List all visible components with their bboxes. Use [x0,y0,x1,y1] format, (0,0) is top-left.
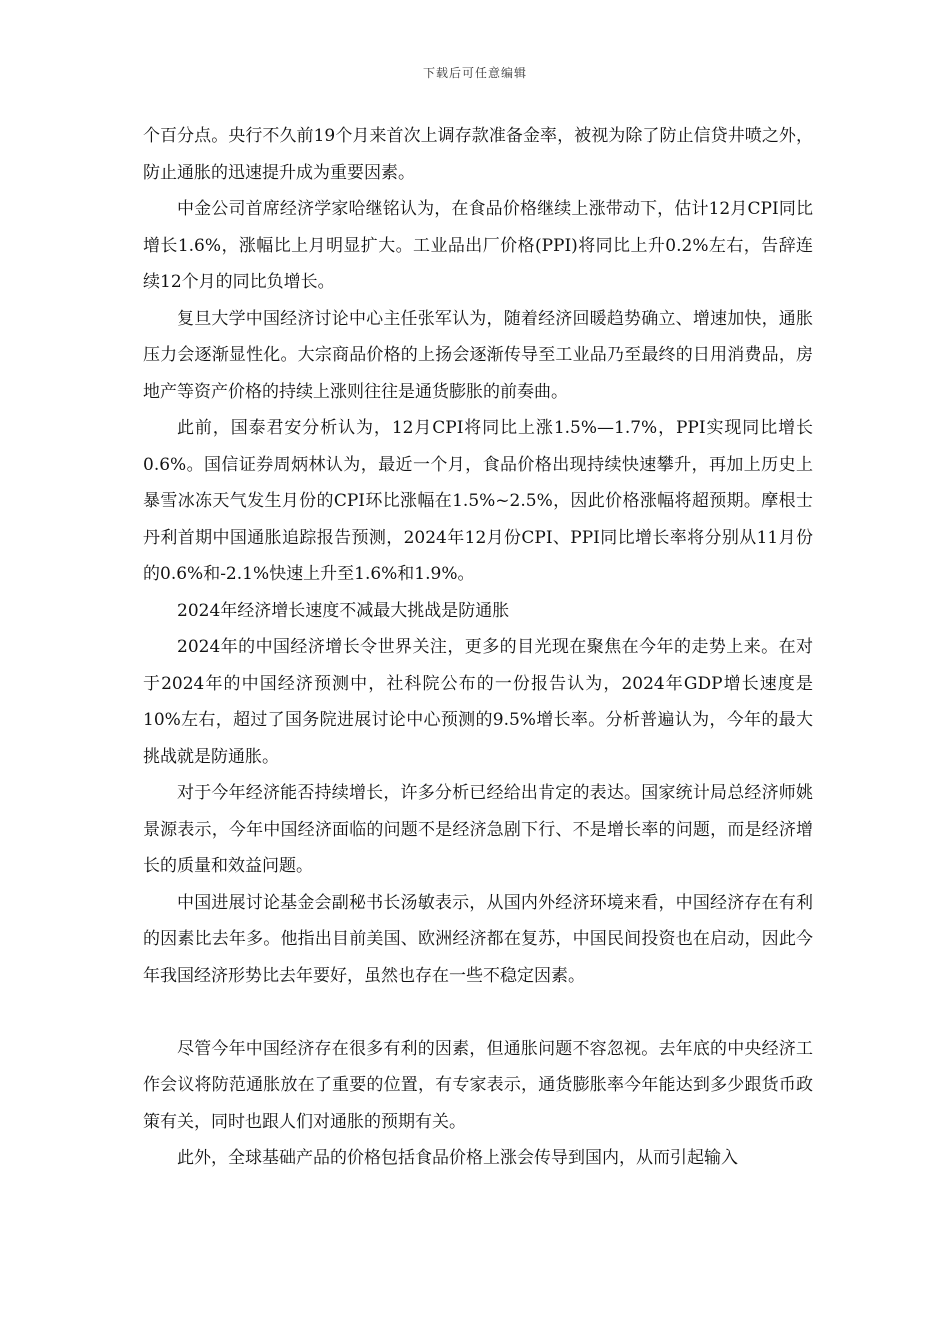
section-heading: 2024年经济增长速度不减最大挑战是防通胀 [177,600,510,621]
page-header: 下载后可任意编辑 [422,66,527,80]
blank-line [143,994,813,1031]
paragraph: 中金公司首席经济学家哈继铭认为，在食品价格继续上涨带动下，估计12月CPI同比增长1.6%，涨幅比上月明显扩大。工业品出厂价格(PPI)将同比上升0.2%左右，告辞连续12个月的同比负增长。 [143,199,813,292]
document-body [143,118,813,1177]
paragraph: 中国进展讨论基金会副秘书长汤敏表示，从国内外经济环境来看，中国经济存在有利的因素比去年多。他指出目前美国、欧洲经济都在复苏，中国民间投资也在启动，因此今年我国经济形势比去年要好，虽然也存在一些不稳定因素。 [143,892,813,986]
paragraph: 个百分点。央行不久前19个月来首次上调存款准备金率，被视为除了防止信贷井喷之外，防止通胀的迅速提升成为重要因素。 [143,126,813,183]
paragraph: 对于今年经济能否持续增长，许多分析已经给出肯定的表达。国家统计局总经济师姚景源表示，今年中国经济面临的问题不是经济急剧下行、不是增长率的问题，而是经济增长的质量和效益问题。 [143,783,813,876]
paragraph: 此前，国泰君安分析认为，12月CPI将同比上涨1.5%—1.7%，PPI实现同比增长0.6%。国信证券周炳林认为，最近一个月，食品价格出现持续快速攀升，再加上历史上暴雪冰冻天气发生月份的CPI环比涨幅在1.5%~2.5%，因此价格涨幅将超预期。摩根士丹利首期中国通胀追踪报告预测，2024年12月份CPI、PPI同比增长率将分别从11月份的0.6%和-2.1%快速上升至1.6%和1.9%。 [143,418,813,584]
paragraph: 此外，全球基础产品的价格包括食品价格上涨会传导到国内，从而引起输入 [177,1148,738,1168]
paragraph: 复旦大学中国经济讨论中心主任张军认为，随着经济回暖趋势确立、增速加快，通胀压力会逐渐显性化。大宗商品价格的上扬会逐渐传导至工业品乃至最终的日用消费品，房地产等资产价格的持续上涨则往往是通货膨胀的前奏曲。 [143,308,813,402]
paragraph: 尽管今年中国经济存在很多有利的因素，但通胀问题不容忽视。去年底的中央经济工作会议将防范通胀放在了重要的位置，有专家表示，通货膨胀率今年能达到多少跟货币政策有关，同时也跟人们对通胀的预期有关。 [143,1038,813,1132]
paragraph: 2024年的中国经济增长令世界关注，更多的目光现在聚焦在今年的走势上来。在对于2024年的中国经济预测中，社科院公布的一份报告认为，2024年GDP增长速度是10%左右，超过了国务院进展讨论中心预测的9.5%增长率。分析普遍认为，今年的最大挑战就是防通胀。 [143,637,813,767]
